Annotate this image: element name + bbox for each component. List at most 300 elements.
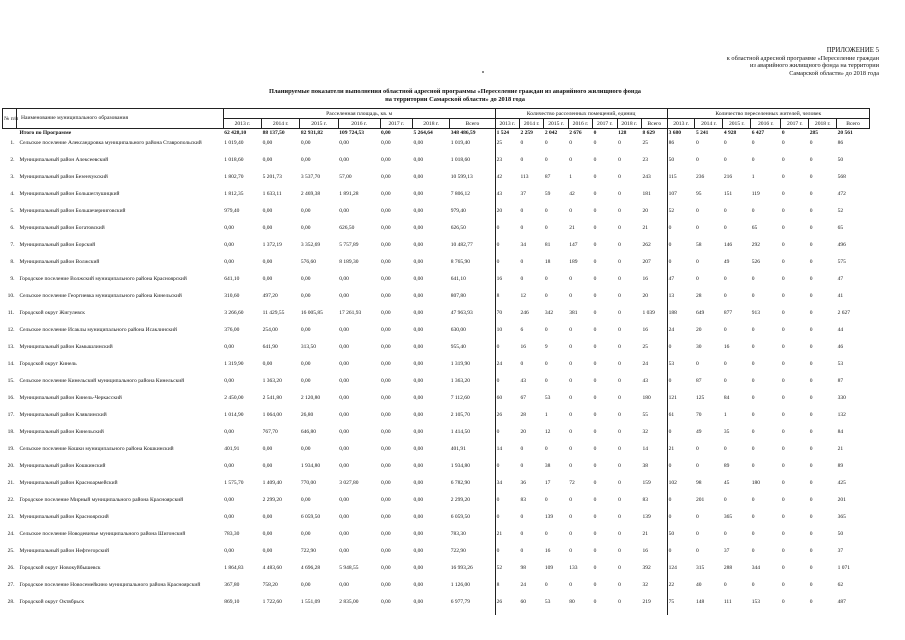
cell-people: 5 241 (695, 130, 709, 136)
cell-rooms: 0 (544, 327, 548, 333)
cell-rooms: 1 524 (495, 129, 519, 140)
col-header-people-year: 2018 г. (809, 119, 837, 129)
cell-area: 0,00 (339, 157, 349, 163)
cell-area: 0,00 (339, 463, 349, 469)
cell-area: 11 429,55 (262, 310, 285, 316)
cell-rooms: 42 (495, 173, 519, 190)
cell-people: 0 (667, 241, 695, 258)
cell-area: 2 105,70 (450, 412, 470, 418)
cell-rooms: 21 (642, 225, 648, 231)
cell-rooms: 2 259 (520, 130, 533, 136)
cell-people: 568 (837, 174, 846, 180)
cell-people: 0 (723, 361, 727, 367)
table-row (3, 530, 870, 547)
cell-area: 0,00 (300, 140, 311, 146)
cell-rooms: 0 (569, 276, 573, 282)
cell-people: 0 (781, 242, 785, 248)
cell-people: 47 (667, 275, 695, 292)
cell-rooms: 83 (642, 497, 648, 503)
cell-municipality-name: Сельское поселение Кошки муниципального района Кошкинский (19, 446, 174, 452)
col-header-area-year: 2015 г. (300, 119, 338, 129)
cell-rooms: 28 (520, 412, 526, 418)
cell-area: 0,00 (224, 344, 234, 350)
cell-municipality-name: Муниципальный район Красноярский (19, 514, 109, 520)
cell-rooms: 139 (544, 514, 554, 520)
cell-people: 0 (781, 497, 785, 503)
cell-people: 20 (695, 327, 702, 333)
cell-people: 0 (723, 225, 727, 231)
cell-municipality-name: Муниципальный район Большечерниговский (19, 208, 126, 214)
cell-area: 7 806,12 (450, 191, 470, 197)
col-header-rooms-year: 2015 г. (544, 119, 568, 129)
cell-people: 0 (723, 276, 727, 282)
cell-area: 0,00 (381, 480, 391, 486)
cell-people: 46 (837, 344, 844, 350)
cell-people: 107 (667, 190, 695, 207)
cell-rooms: 0 (569, 514, 573, 520)
cell-rooms: 25 (495, 139, 519, 156)
cell-area: 0,00 (381, 310, 391, 316)
cell-rooms: 0 (520, 140, 524, 146)
col-group-area: Расселенная площадь, кв. м (223, 109, 495, 119)
cell-area: 783,30 (450, 531, 466, 537)
cell-rooms: 2 676 (569, 130, 582, 136)
cell-area: 0,00 (224, 259, 234, 265)
cell-area: 0,00 (300, 582, 311, 588)
cell-rooms: 60 (495, 394, 519, 411)
cell-area: 401,91 (224, 446, 240, 452)
cell-rooms: 14 (495, 445, 519, 462)
cell-area: 0,00 (413, 582, 424, 588)
cell-municipality-name: Муниципальный район Клявлинский (19, 412, 107, 418)
cell-rooms: 0 (569, 548, 573, 554)
col-header-rooms-year: 2014 г. (520, 119, 544, 129)
cell-rooms: 0 (618, 191, 621, 197)
cell-area: 0,00 (413, 293, 424, 299)
cell-rooms: 0 (495, 496, 519, 513)
cell-area: 0,00 (224, 429, 234, 435)
cell-area: 1 018,60 (224, 157, 244, 163)
col-header-name: Наименование муниципального образования (16, 109, 223, 129)
cell-number: 28. (7, 599, 15, 605)
cell-area: 26,80 (300, 412, 314, 418)
cell-rooms: 0 (544, 582, 548, 588)
cell-area: 0,00 (381, 531, 391, 537)
col-header-rooms-year: 2017 г. (593, 119, 617, 129)
cell-area: 0,00 (262, 259, 273, 265)
cell-number: 18. (7, 429, 15, 435)
cell-rooms: 0 (593, 259, 597, 265)
cell-people: 30 (695, 344, 702, 350)
cell-area: 767,70 (262, 429, 278, 435)
cell-rooms: 0 (569, 293, 573, 299)
cell-rooms: 72 (569, 480, 575, 486)
cell-area: 0,00 (262, 140, 273, 146)
cell-number: 12. (7, 327, 15, 333)
cell-area: 7 112,60 (450, 395, 470, 401)
cell-area: 0,00 (381, 582, 391, 588)
table-row (3, 241, 870, 258)
cell-area: 0,00 (381, 395, 391, 401)
cell-rooms: 0 (618, 463, 621, 469)
cell-rooms: 0 (593, 344, 597, 350)
cell-rooms: 0 (544, 157, 548, 163)
cell-people: 526 (751, 259, 760, 265)
cell-area: 1 018,60 (450, 157, 470, 163)
document-heading (180, 88, 730, 103)
cell-people: 121 (667, 394, 695, 411)
table-row (3, 428, 870, 445)
cell-area: 2 835,00 (339, 599, 359, 605)
cell-rooms: 8 (495, 292, 519, 309)
cell-people: 0 (809, 327, 813, 333)
cell-people: 0 (781, 276, 785, 282)
cell-people: 0 (781, 293, 785, 299)
cell-people: 1 (723, 412, 727, 418)
cell-rooms: 0 (495, 224, 519, 241)
cell-area: 310,60 (224, 293, 240, 299)
cell-rooms: 0 (520, 225, 524, 231)
cell-rooms: 0 (544, 497, 548, 503)
cell-area: 0,00 (262, 361, 273, 367)
cell-rooms: 21 (569, 225, 575, 231)
cell-area: 0,00 (413, 565, 424, 571)
cell-area: 0,00 (413, 157, 424, 163)
cell-area: 2 469,38 (300, 191, 321, 197)
col-header-people-year: 2017 г. (781, 119, 809, 129)
cell-people: 0 (723, 446, 727, 452)
col-header-area-year: 2018 г. (413, 119, 450, 129)
cell-people: 0 (723, 582, 727, 588)
col-header-area-year: 2013 г. (223, 119, 261, 129)
cell-people: 0 (781, 174, 785, 180)
cell-people: 0 (781, 378, 785, 384)
cell-people: 0 (781, 310, 785, 316)
cell-people: 20 561 (837, 130, 853, 136)
cell-area: 0,00 (413, 463, 424, 469)
cell-people: 35 (723, 429, 730, 435)
cell-people: 0 (751, 429, 755, 435)
cell-area: 0,00 (381, 412, 391, 418)
cell-rooms: 37 (520, 191, 526, 197)
cell-area: 0,00 (381, 463, 391, 469)
cell-rooms: 392 (642, 565, 651, 571)
cell-people: 50 (667, 156, 695, 173)
cell-rooms: 0 (618, 378, 621, 384)
cell-people: 0 (723, 293, 727, 299)
cell-people: 0 (667, 513, 695, 530)
cell-rooms: 18 (544, 259, 551, 265)
table-row (3, 292, 870, 309)
cell-rooms: 16 (642, 548, 648, 554)
cell-area: 0,00 (381, 259, 391, 265)
cell-people: 0 (695, 514, 699, 520)
cell-area: 0,00 (413, 259, 424, 265)
cell-people: 0 (809, 395, 813, 401)
cell-rooms: 381 (569, 310, 578, 316)
cell-rooms: 0 (520, 208, 524, 214)
table-row (3, 190, 870, 207)
cell-rooms: 20 (642, 208, 648, 214)
cell-area: 0,00 (413, 599, 424, 605)
cell-people: 0 (809, 565, 813, 571)
cell-area: 0,00 (300, 327, 311, 333)
cell-area: 0,00 (339, 497, 349, 503)
cell-rooms: 0 (495, 377, 519, 394)
cell-people: 0 (809, 429, 813, 435)
cell-area: 376,00 (224, 327, 240, 333)
cell-people: 0 (781, 327, 785, 333)
cell-rooms: 0 (544, 293, 548, 299)
cell-people: 21 (837, 446, 844, 452)
cell-rooms: 0 (569, 208, 573, 214)
cell-rooms: 0 (593, 130, 597, 136)
cell-people: 0 (751, 157, 755, 163)
cell-area: 0,00 (413, 497, 424, 503)
cell-municipality-name: Сельское поселение Георгиевка муниципального района Кинельский (19, 293, 182, 299)
cell-rooms: 23 (495, 156, 519, 173)
table-row-total (3, 129, 870, 140)
cell-people: 52 (837, 208, 844, 214)
cell-rooms: 0 (544, 446, 548, 452)
cell-people: 47 (837, 276, 844, 282)
cell-area: 0,00 (339, 344, 349, 350)
cell-area: 0,00 (262, 276, 273, 282)
cell-rooms: 0 (593, 429, 597, 435)
cell-people: 146 (723, 242, 733, 248)
cell-area: 8 189,30 (339, 259, 359, 265)
cell-area: 0,00 (339, 412, 349, 418)
cell-rooms: 0 (569, 531, 573, 537)
cell-rooms: 1 (544, 412, 548, 418)
cell-area: 0,00 (413, 174, 424, 180)
cell-people: 344 (751, 565, 760, 571)
cell-people: 0 (809, 242, 813, 248)
cell-people: 236 (695, 174, 705, 180)
cell-area: 1 409,40 (262, 480, 282, 486)
cell-number: 21. (7, 480, 15, 486)
cell-rooms: 67 (520, 395, 526, 401)
cell-people: 365 (837, 514, 846, 520)
cell-rooms: 21 (495, 530, 519, 547)
cell-area: 0,00 (381, 130, 391, 136)
cell-people: 98 (695, 480, 702, 486)
scan-speck (482, 71, 484, 73)
cell-number: 13. (7, 344, 15, 350)
cell-rooms: 0 (495, 547, 519, 564)
cell-people: 0 (781, 531, 785, 537)
cell-rooms: 159 (642, 480, 651, 486)
cell-area: 0,00 (413, 276, 424, 282)
cell-people: 0 (781, 157, 785, 163)
cell-rooms: 246 (520, 310, 529, 316)
cell-area: 0,00 (381, 497, 391, 503)
cell-rooms: 43 (520, 378, 526, 384)
cell-people: 2 627 (837, 310, 851, 316)
cell-people: 115 (667, 173, 695, 190)
cell-rooms: 0 (593, 157, 597, 163)
cell-people: 285 (809, 130, 819, 136)
table-body (3, 129, 870, 616)
cell-people: 0 (695, 548, 699, 554)
cell-municipality-name: Муниципальный район Камышлинский (19, 344, 113, 350)
cell-area: 0,00 (381, 140, 391, 146)
cell-number: 10. (7, 293, 15, 299)
cell-people: 496 (837, 242, 846, 248)
cell-people: 0 (695, 140, 699, 146)
cell-rooms: 0 (569, 446, 573, 452)
cell-area: 16 993,26 (450, 565, 473, 571)
cell-people: 0 (781, 191, 785, 197)
cell-rooms: 0 (593, 446, 597, 452)
cell-rooms: 0 (618, 429, 621, 435)
cell-people: 0 (781, 514, 785, 520)
cell-area: 0,00 (300, 497, 311, 503)
cell-people: 0 (809, 157, 813, 163)
cell-rooms: 8 (495, 581, 519, 598)
cell-people: 0 (751, 446, 755, 452)
cell-rooms: 0 (569, 463, 573, 469)
cell-people: 0 (809, 582, 813, 588)
cell-people: 50 (837, 531, 844, 537)
cell-people: 0 (781, 130, 785, 136)
cell-rooms: 59 (544, 191, 551, 197)
cell-people: 0 (751, 463, 755, 469)
cell-people: 0 (723, 208, 727, 214)
cell-area: 1 802,70 (224, 174, 244, 180)
cell-rooms: 0 (520, 463, 524, 469)
cell-area: 1 722,60 (262, 599, 282, 605)
cell-people: 53 (837, 361, 844, 367)
cell-people: 58 (695, 242, 702, 248)
cell-area: 0,00 (300, 378, 311, 384)
col-header-people-year: 2014 г. (695, 119, 723, 129)
cell-people: 3 680 (667, 129, 695, 140)
cell-people: 0 (809, 310, 813, 316)
cell-people: 0 (781, 412, 785, 418)
cell-people: 0 (781, 208, 785, 214)
cell-area: 2 299,20 (262, 497, 282, 503)
cell-municipality-name: Муниципальный район Кинельский (19, 429, 104, 435)
table-row (3, 513, 870, 530)
cell-area: 313,50 (300, 344, 317, 350)
cell-area: 0,00 (381, 157, 391, 163)
cell-rooms: 0 (618, 480, 621, 486)
cell-rooms: 12 (520, 293, 526, 299)
cell-rooms: 52 (495, 564, 519, 581)
cell-rooms: 0 (544, 361, 548, 367)
table-row (3, 411, 870, 428)
table-row (3, 496, 870, 513)
cell-number: 6. (10, 225, 15, 231)
cell-people: 119 (751, 191, 760, 197)
cell-area: 1 891,28 (339, 191, 359, 197)
cell-area: 0,00 (413, 344, 424, 350)
table-row (3, 394, 870, 411)
cell-people: 0 (751, 276, 755, 282)
cell-rooms: 0 (593, 293, 597, 299)
cell-area: 641,90 (262, 344, 278, 350)
cell-area: 641,10 (224, 276, 240, 282)
appendix-line: Самарской области» до 2018 года (789, 69, 879, 77)
cell-area: 0,00 (413, 480, 424, 486)
cell-municipality-name: Муниципальный район Кинель-Черкасский (19, 395, 122, 401)
cell-number: 7. (10, 242, 15, 248)
cell-people: 0 (781, 140, 785, 146)
cell-people: 330 (837, 395, 846, 401)
table-row (3, 445, 870, 462)
cell-rooms: 16 (544, 548, 551, 554)
cell-people: 89 (837, 463, 844, 469)
cell-area: 0,00 (413, 208, 424, 214)
cell-area: 0,00 (381, 242, 391, 248)
cell-area: 807,80 (450, 293, 466, 299)
cell-area: 0,00 (381, 361, 391, 367)
cell-area: 47 963,93 (450, 310, 473, 316)
cell-people: 0 (723, 157, 727, 163)
cell-rooms: 0 (618, 548, 621, 554)
cell-people: 0 (751, 514, 755, 520)
cell-rooms: 262 (642, 242, 651, 248)
cell-area: 367,80 (224, 582, 240, 588)
cell-rooms: 139 (642, 514, 651, 520)
cell-rooms: 12 (544, 429, 551, 435)
cell-municipality-name: Городское поселение Новосемейкино муниципального района Красноярский (19, 582, 201, 588)
cell-number (3, 129, 17, 140)
cell-area: 1 934,80 (300, 463, 321, 469)
cell-area: 2 450,00 (224, 395, 244, 401)
cell-area: 1 414,50 (450, 429, 470, 435)
cell-area: 2 299,20 (450, 497, 470, 503)
cell-people: 0 (781, 565, 785, 571)
cell-rooms: 0 (618, 225, 621, 231)
cell-rooms: 0 (618, 276, 621, 282)
cell-people: 0 (781, 582, 785, 588)
cell-people: 84 (723, 395, 730, 401)
cell-rooms: 0 (593, 191, 597, 197)
cell-people: 0 (809, 531, 813, 537)
table-row (3, 360, 870, 377)
cell-people: 49 (695, 429, 702, 435)
cell-area: 955,40 (450, 344, 466, 350)
cell-rooms: 0 (618, 259, 621, 265)
cell-people: 425 (837, 480, 846, 486)
cell-area: 646,80 (300, 429, 317, 435)
cell-area: 0,00 (224, 225, 234, 231)
cell-people: 0 (809, 344, 813, 350)
cell-rooms: 0 (520, 446, 524, 452)
cell-area: 1 934,80 (450, 463, 470, 469)
cell-rooms: 0 (618, 208, 621, 214)
col-header-area-year: 2017 г. (380, 119, 413, 129)
cell-people: 201 (837, 497, 846, 503)
appendix-note (649, 47, 879, 77)
cell-people: 0 (695, 225, 699, 231)
cell-rooms: 16 (642, 276, 648, 282)
cell-rooms: 0 (569, 582, 573, 588)
cell-area: 0,00 (224, 242, 234, 248)
cell-people: 0 (751, 395, 755, 401)
cell-people: 13 (667, 292, 695, 309)
cell-area: 82 931,82 (300, 130, 323, 136)
cell-number: 4. (10, 191, 15, 197)
cell-rooms: 42 (569, 191, 575, 197)
cell-area: 770,00 (300, 480, 317, 486)
cell-rooms: 0 (593, 242, 597, 248)
cell-people: 0 (809, 497, 813, 503)
cell-people: 0 (667, 377, 695, 394)
col-header-area-year: 2014 г. (262, 119, 300, 129)
